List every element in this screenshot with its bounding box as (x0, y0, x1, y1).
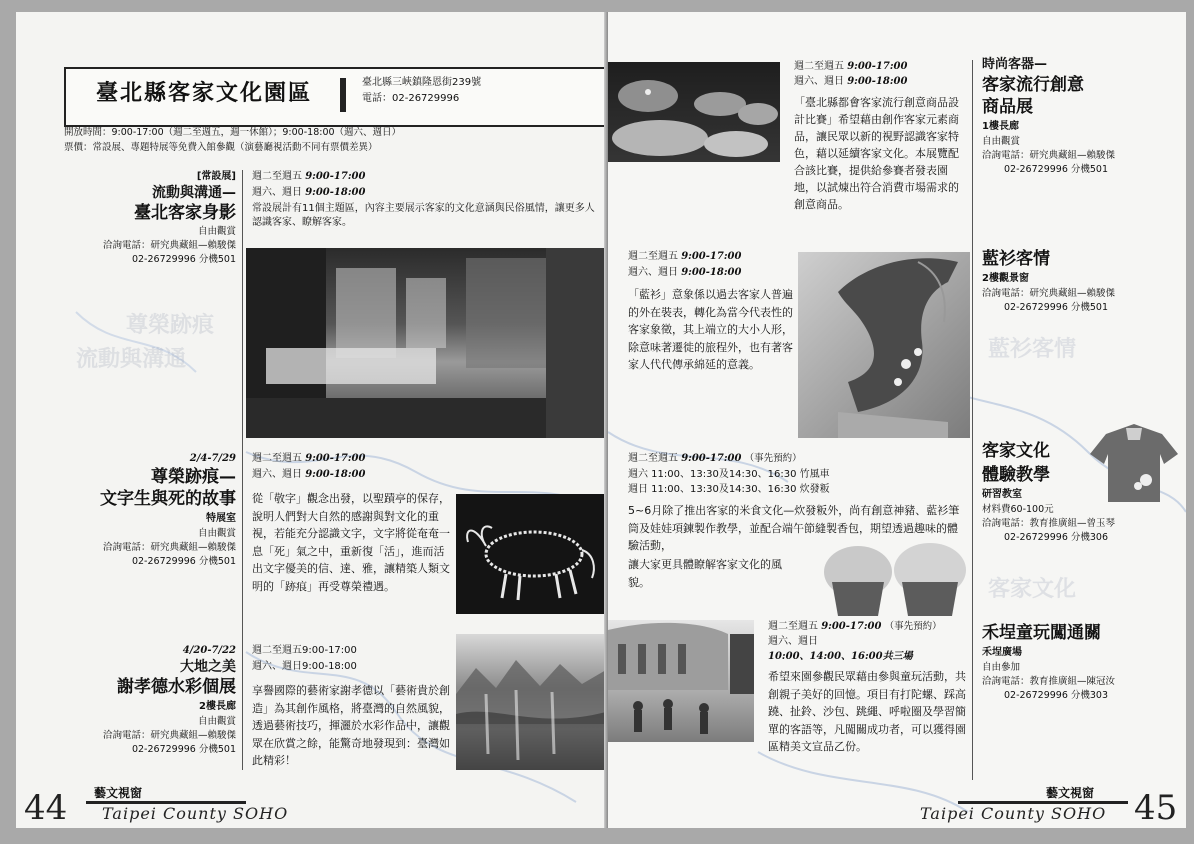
exhibit-description: 從「敬字」觀念出發，以聖蹟亭的保存，說明人們對大自然的感謝與對文化的重視，若能充分認識文字，文字將從奄奄一息「死」氣之中，重新復「活」，進而活出文字優美的信、達、雅，讓精築人類文明的「跡痕」再受尊榮禮遇。 (252, 492, 450, 593)
exhibit-admission: 自由觀賞 (197, 716, 236, 727)
exhibit-venue: 禾埕廣場 (982, 647, 1022, 658)
exhibit-contact: 洽詢電話：研究典藏組—賴駿傑 (982, 288, 1116, 299)
time-label: 週六、週日 (628, 267, 678, 278)
column-divider (242, 170, 243, 770)
exhibit-date: 4/20-7/22 (182, 645, 236, 656)
time-value: 9:00-17:00 (681, 453, 742, 464)
time-label: 週二至週五 (252, 453, 302, 464)
exhibit-contact: 洽詢電話：研究典藏組—賴駿傑 (102, 730, 236, 741)
rice-cake-photo (818, 538, 970, 618)
exhibit-fee: 材料費60-100元 (982, 504, 1054, 515)
exhibit-description: 5~6月除了推出客家的米食文化—炊發粄外，尚有創意神豬、藍衫筆筒及娃娃項鍊製作教學，並配合端午節縫製香包，期望透過趣味的體驗活動， (628, 504, 960, 553)
exhibit-date: 2/4-7/29 (189, 453, 236, 464)
pebble-products-photo (608, 62, 780, 162)
exhibit-admission: 自由參加 (982, 662, 1021, 673)
time-label: 週二至週五 (794, 61, 844, 72)
exhibition-hall-photo (246, 248, 608, 438)
time-value: 9:00-17:00 (847, 61, 908, 72)
exhibit-phone: 02-26729996 分機306 (1004, 532, 1109, 543)
calligraphy-ox-artwork (456, 494, 606, 614)
time-value: 9:00-18:00 (305, 469, 366, 480)
exhibit-contact: 洽詢電話：研究典藏組—賴駿傑 (102, 542, 236, 553)
exhibit-subtitle: 大地之美 (180, 659, 236, 675)
time-value: 9:00-17:00 (305, 453, 366, 464)
booking-note: （事先預約） (884, 621, 942, 632)
watermark-text: 藍衫客情 (988, 337, 1077, 362)
venue-phone: 電話：02-26729996 (362, 93, 460, 104)
exhibit-title: 藍衫客情 (982, 249, 1050, 269)
time-value: 9:00-18:00 (847, 76, 908, 87)
time-label: 週六、週日 (768, 636, 818, 647)
time-text: 週二至週五9:00-17:00 (252, 645, 357, 656)
exhibit-subtitle: 流動與溝通— (152, 185, 236, 201)
exhibit-description: 享譽國際的藝術家謝孝德以「藝術貴於創造」為其創作風格，將臺灣的自然風貌，透過藝術技巧，揮灑於水彩作品中，讓觀眾在欣賞之餘，能驚奇地發現到：臺灣如此精彩！ (252, 684, 450, 768)
exhibit-title: 客家文化 (982, 441, 1050, 461)
exhibit-venue: 2樓長廊 (199, 701, 236, 712)
exhibit-admission: 自由觀賞 (982, 136, 1021, 147)
opening-hours: 開放時間：9:00-17:00（週二至週五，週一休館）；9:00-18:00（週六、週日） (64, 127, 402, 138)
time-label: 週二至週五 (628, 251, 678, 262)
exhibit-admission: 自由觀賞 (197, 528, 236, 539)
page-number: 45 (1134, 788, 1178, 828)
plaza-children-photo (608, 620, 754, 742)
magazine-logo-text: Taipei County SOHO (102, 804, 289, 823)
right-page (608, 12, 1186, 828)
exhibit-contact: 洽詢電話：教育推廣組—陳冠汝 (982, 676, 1116, 687)
time-value: 9:00-18:00 (305, 187, 366, 198)
exhibit-phone: 02-26729996 分機501 (1004, 302, 1109, 313)
time-text: 週六、週日9:00-18:00 (252, 661, 357, 672)
time-value: 9:00-17:00 (305, 171, 366, 182)
magazine-logo-text: Taipei County SOHO (920, 804, 1107, 823)
left-page (16, 12, 608, 828)
watermark-text: 流動與溝通 (76, 347, 187, 372)
time-text: 週日 11:00、13:30及14:30、16:30 炊發粄 (628, 484, 830, 495)
time-label: 週六、週日 (252, 187, 302, 198)
time-value: 9:00-17:00 (681, 251, 742, 262)
time-text: 週六 11:00、13:30及14:30、16:30 竹風車 (628, 469, 830, 480)
time-value: 9:00-18:00 (681, 267, 742, 278)
time-label: 週六、週日 (794, 76, 844, 87)
exhibit-phone: 02-26729996 分機303 (1004, 690, 1109, 701)
exhibit-description: 讓大家更具體瞭解客家文化的風貌。 (628, 558, 782, 589)
exhibit-tag: [常設展] (196, 171, 236, 182)
time-label: 週二至週五 (628, 453, 678, 464)
watercolor-landscape-painting (456, 634, 606, 770)
time-label: 週二至週五 (252, 171, 302, 182)
exhibit-title: 商品展 (982, 97, 1033, 117)
column-divider (972, 60, 973, 780)
exhibit-title: 客家流行創意 (982, 75, 1084, 95)
magazine-section: 藝文視窗 (1046, 786, 1095, 800)
ticket-info: 票價：常設展、專題特展等免費入館參觀（演藝廳視活動不同有票價差異） (64, 142, 378, 153)
exhibit-venue: 研習教室 (982, 489, 1022, 500)
exhibit-venue: 2樓觀景窗 (982, 273, 1029, 284)
exhibit-title: 臺北客家身影 (134, 203, 236, 223)
time-label: 週二至週五 (768, 621, 818, 632)
exhibit-phone: 02-26729996 分機501 (1004, 164, 1109, 175)
exhibit-title: 謝孝德水彩個展 (117, 677, 236, 697)
booking-note: （事先預約） (744, 453, 802, 464)
exhibit-title: 文字生與死的故事 (100, 489, 236, 509)
time-value: 10:00、14:00、16:00共三場 (768, 651, 913, 662)
watermark-text: 客家文化 (988, 577, 1077, 602)
watermark-text: 尊榮跡痕 (126, 313, 215, 338)
exhibit-description: 希望來園參觀民眾藉由參與童玩活動，共創親子美好的回憶。項目有打陀螺、踩高蹺、扯鈴、沙包、跳繩、呼啦圈及學習簡單的客語等，凡闖關成功者，可以獲得園區精美文宣品乙份。 (768, 670, 966, 754)
time-value: 9:00-17:00 (821, 621, 882, 632)
exhibit-subtitle: 時尚客器— (982, 57, 1048, 72)
exhibit-description: 常設展計有11個主題區，內容主要展示客家的文化意涵與民俗風情，讓更多人認識客家、瞭解客家。 (252, 203, 595, 228)
exhibit-venue: 特展室 (206, 513, 236, 524)
exhibit-contact: 洽詢電話：教育推廣組—曾玉琴 (982, 518, 1116, 529)
page-number: 44 (24, 788, 68, 828)
exhibit-phone: 02-26729996 分機501 (131, 254, 236, 265)
exhibit-subtitle: 尊榮跡痕— (151, 467, 236, 487)
magazine-section: 藝文視窗 (94, 786, 143, 800)
exhibit-description: 「臺北縣都會客家流行創意商品設計比賽」希望藉由創作客家元素商品，讓民眾以新的視野認識客家特色，藉以延續客家文化。本展覽配合該比賽，提供給參賽者發表園地，以試煉出符合消費市場需求的創意商品。 (794, 96, 959, 212)
exhibit-title: 體驗教學 (982, 465, 1050, 485)
exhibit-admission: 自由觀賞 (197, 226, 236, 237)
exhibit-contact: 洽詢電話：研究典藏組—賴駿傑 (982, 150, 1116, 161)
venue-address: 臺北縣三峽鎮隆恩街239號 (362, 77, 482, 88)
venue-title: 臺北縣客家文化園區 (96, 80, 313, 106)
exhibit-venue: 1樓長廊 (982, 121, 1019, 132)
exhibit-description: 「藍衫」意象係以過去客家人普遍的外在裝表，轉化為當今代表性的客家象徵，其上端立的大小人形，除意味著遷徙的旅程外，也有著客家人代代傳承綿延的意義。 (628, 288, 793, 372)
exhibit-phone: 02-26729996 分機501 (131, 556, 236, 567)
title-divider (340, 78, 346, 112)
time-label: 週六、週日 (252, 469, 302, 480)
blue-shirt-vase-photo (798, 252, 970, 438)
exhibit-contact: 洽詢電話：研究典藏組—賴駿傑 (102, 240, 236, 251)
hakka-shirt-illustration (1086, 414, 1182, 510)
exhibit-phone: 02-26729996 分機501 (131, 744, 236, 755)
exhibit-title: 禾埕童玩闖通關 (982, 623, 1101, 643)
